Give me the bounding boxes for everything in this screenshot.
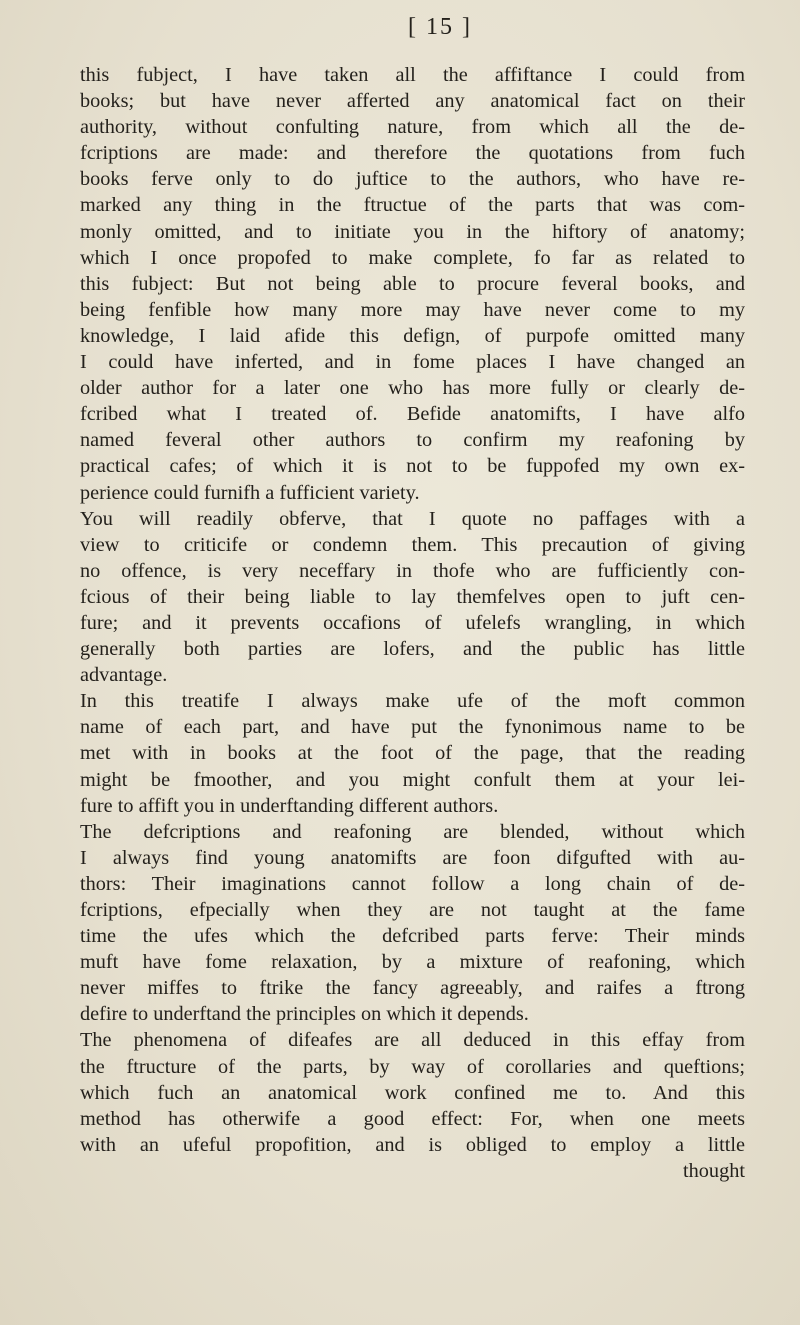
text-line: muft have fome relaxation, by a mixture of reafoning, which: [80, 951, 745, 974]
text-line: named feveral other authors to confirm my reafoning by: [80, 429, 745, 452]
catchword: thought: [683, 1159, 745, 1182]
text-line: with an ufeful propofition, and is obliged to employ a little: [80, 1133, 745, 1156]
text-line: advantage.: [80, 664, 168, 687]
text-line: books ferve only to do juftice to the authors, who have re-: [80, 168, 745, 191]
text-line: fcriptions are made: and therefore the quotations from fuch: [80, 142, 745, 165]
text-line: In this treatife I always make ufe of the moft common: [80, 690, 745, 713]
text-line: older author for a later one who has more fully or clearly de-: [80, 377, 745, 400]
body-text: [80, 62, 745, 1184]
text-line: You will readily obferve, that I quote no paffages with a: [80, 507, 745, 530]
text-line: met with in books at the foot of the page, that the reading: [80, 742, 745, 765]
text-line: fure; and it prevents occafions of ufelefs wrangling, in which: [80, 611, 745, 634]
text-line: The phenomena of difeafes are all deduced in this effay from: [80, 1029, 745, 1052]
text-line: fure to affift you in underftanding different authors.: [80, 794, 499, 817]
text-line: I always find young anatomifts are foon difgufted with au-: [80, 846, 745, 869]
text-line: The defcriptions and reafoning are blended, without which: [80, 820, 745, 843]
text-line: fcribed what I treated of. Befide anatomifts, I have alfo: [80, 403, 745, 426]
text-line: generally both parties are lofers, and the public has little: [80, 638, 745, 661]
text-line: knowledge, I laid afide this defign, of purpofe omitted many: [80, 324, 745, 347]
text-line: authority, without confulting nature, from which all the de-: [80, 116, 745, 139]
text-line: books; but have never afferted any anatomical fact on their: [80, 90, 745, 113]
text-line: thors: Their imaginations cannot follow a long chain of de-: [80, 872, 745, 895]
text-line: might be fmoother, and you might confult them at your lei-: [80, 768, 745, 791]
text-line: being fenfible how many more may have never come to my: [80, 298, 745, 321]
text-line: marked any thing in the ftructue of the parts that was com-: [80, 194, 745, 217]
text-line: this fubject: But not being able to procure feveral books, and: [80, 272, 745, 295]
text-line: perience could furnifh a fufficient variety.: [80, 481, 420, 504]
text-line: this fubject, I have taken all the affiftance I could from: [80, 64, 745, 86]
text-line: I could have inferted, and in fome places I have changed an: [80, 351, 745, 374]
text-line: time the ufes which the defcribed parts ferve: Their minds: [80, 925, 745, 948]
text-line: the ftructure of the parts, by way of corollaries and queftions;: [80, 1055, 745, 1078]
text-line: name of each part, and have put the fynonimous name to be: [80, 716, 745, 739]
text-line: defire to underftand the principles on which it depends.: [80, 1003, 529, 1026]
text-line: practical cafes; of which it is not to be fuppofed my own ex-: [80, 455, 745, 478]
text-line: never miffes to ftrike the fancy agreeably, and raifes a ftrong: [80, 977, 745, 1000]
text-line: view to criticife or condemn them. This precaution of giving: [80, 533, 745, 556]
text-line: no offence, is very neceffary in thofe who are fufficiently con-: [80, 559, 745, 582]
text-line: monly omitted, and to initiate you in the hiftory of anatomy;: [80, 220, 745, 243]
page-number: [ 15 ]: [408, 14, 472, 40]
text-line: which fuch an anatomical work confined me to. And this: [80, 1081, 745, 1104]
text-line: fcious of their being liable to lay themfelves open to juft cen-: [80, 585, 745, 608]
text-line: method has otherwife a good effect: For, when one meets: [80, 1107, 745, 1130]
text-line: which I once propofed to make complete, fo far as related to: [80, 246, 745, 269]
text-line: fcriptions, efpecially when they are not taught at the fame: [80, 899, 745, 921]
